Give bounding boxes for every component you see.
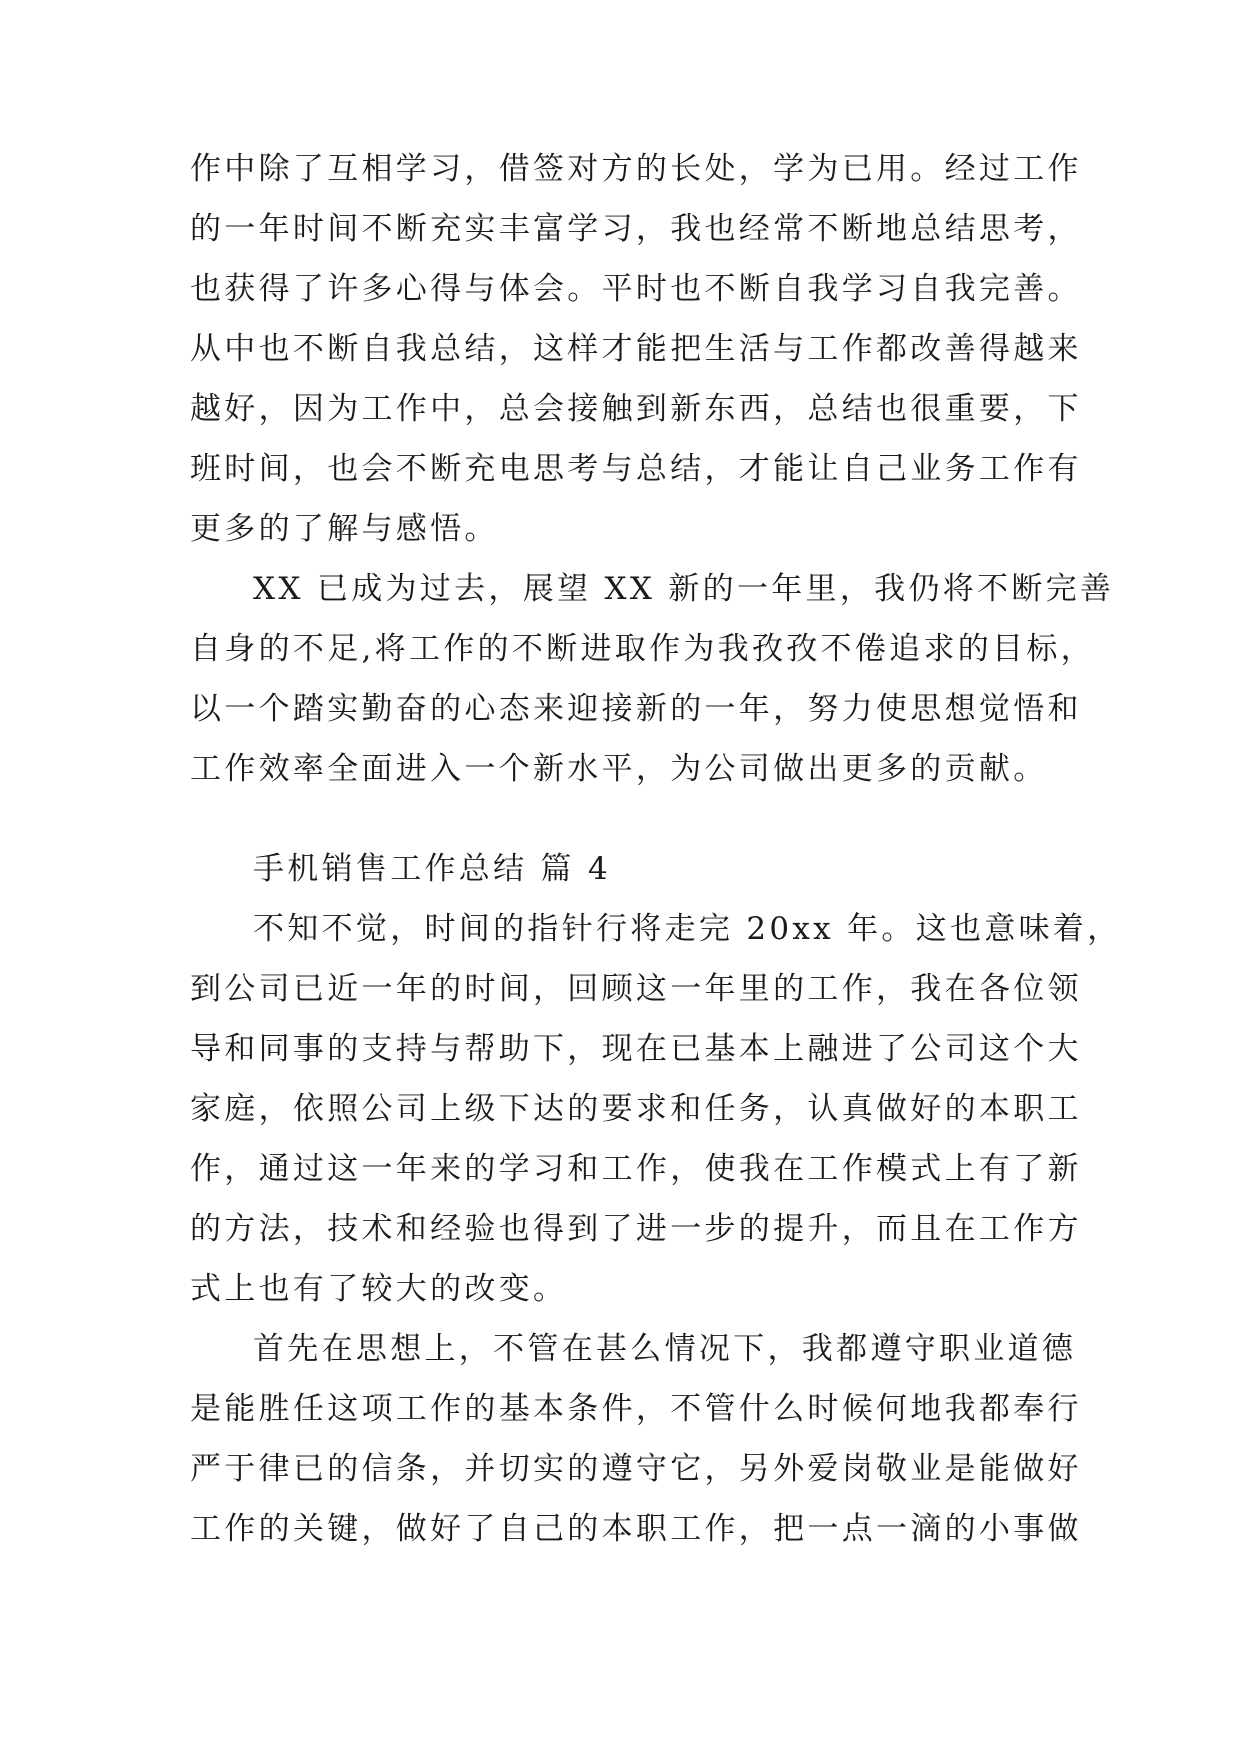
body-text-line: 导和同事的支持与帮助下，现在已基本上融进了公司这个大 [190, 1031, 1082, 1067]
body-text-line: 自身的不足,将工作的不断进取作为我孜孜不倦追求的目标， [190, 631, 1095, 667]
body-text-line: 越好，因为工作中，总会接触到新东西，总结也很重要，下 [190, 391, 1082, 427]
body-text-line: 以一个踏实勤奋的心态来迎接新的一年，努力使思想觉悟和 [190, 691, 1082, 727]
body-text-line: 的一年时间不断充实丰富学习，我也经常不断地总结思考， [190, 211, 1082, 247]
paragraph-first-line: XX 已成为过去，展望 XX 新的一年里，我仍将不断完善 [253, 571, 1115, 607]
body-text-line: 是能胜任这项工作的基本条件，不管什么时候何地我都奉行 [190, 1391, 1082, 1427]
body-text-line: 家庭，依照公司上级下达的要求和任务，认真做好的本职工 [190, 1091, 1082, 1127]
body-text-line: 式上也有了较大的改变。 [190, 1271, 568, 1307]
body-text-line: 从中也不断自我总结，这样才能把生活与工作都改善得越来 [190, 331, 1082, 367]
body-text-line: 也获得了许多心得与体会。平时也不断自我学习自我完善。 [190, 271, 1082, 307]
body-text-line: 到公司已近一年的时间，回顾这一年里的工作，我在各位领 [190, 971, 1082, 1007]
body-text-line: 的方法，技术和经验也得到了进一步的提升，而且在工作方 [190, 1211, 1082, 1247]
body-text-line: 严于律已的信条，并切实的遵守它，另外爱岗敬业是能做好 [190, 1451, 1082, 1487]
body-text-line: 作中除了互相学习，借签对方的长处，学为已用。经过工作 [190, 151, 1082, 187]
body-text-line: 班时间，也会不断充电思考与总结，才能让自己业务工作有 [190, 451, 1082, 487]
body-text-line: 工作的关键，做好了自己的本职工作，把一点一滴的小事做 [190, 1511, 1082, 1547]
body-text-line: 作，通过这一年来的学习和工作，使我在工作模式上有了新 [190, 1151, 1082, 1187]
paragraph-first-line: 首先在思想上，不管在甚么情况下，我都遵守职业道德 [253, 1331, 1077, 1367]
paragraph-first-line: 不知不觉，时间的指针行将走完 20xx 年。这也意味着， [253, 911, 1122, 947]
section-heading: 手机销售工作总结 篇 4 [253, 851, 612, 887]
body-text-line: 工作效率全面进入一个新水平，为公司做出更多的贡献。 [190, 751, 1048, 787]
body-text-line: 更多的了解与感悟。 [190, 511, 499, 547]
